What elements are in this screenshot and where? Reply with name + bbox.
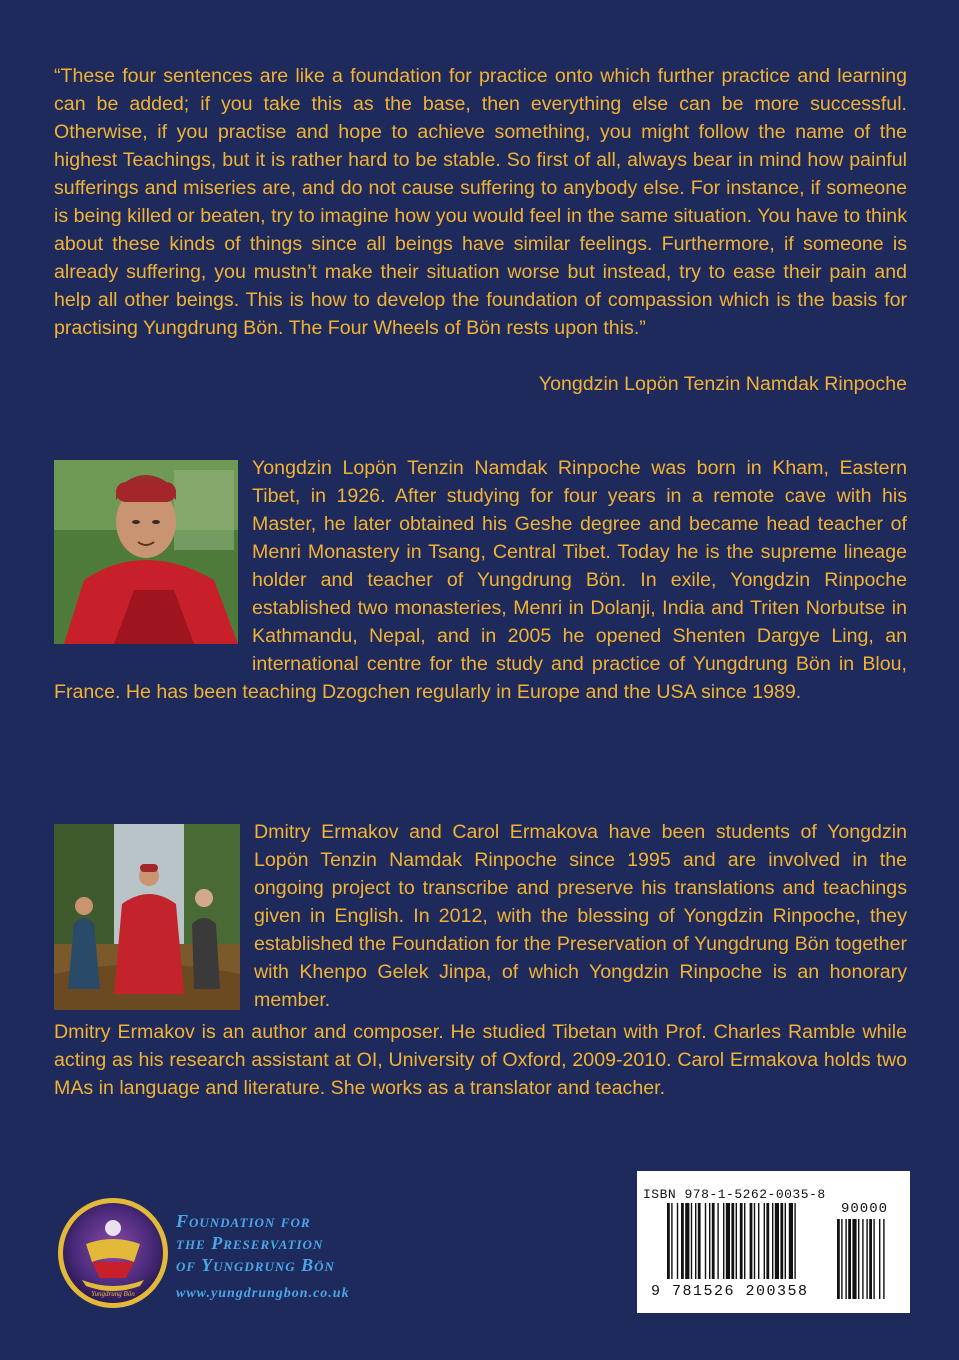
svg-text:Yungdrung Bön: Yungdrung Bön xyxy=(91,1290,135,1298)
authors-bio-extra: Dmitry Ermakov is an author and composer. He studied Tibetan with Prof. Charles Ramble while acting as his research assistant at OI, University of Oxford, 2009-2010. Carol Ermakova holds two MAs in language and literature. She works as a translator and teacher. xyxy=(54,1021,907,1099)
foundation-name-line2: the Preservation xyxy=(176,1233,324,1253)
isbn-number: ISBN 978-1-5262-0035-8 xyxy=(643,1187,826,1202)
foundation-emblem-icon xyxy=(56,1196,170,1310)
quote-attribution: Yongdzin Lopön Tenzin Namdak Rinpoche xyxy=(538,373,907,395)
foundation-logo xyxy=(56,1196,436,1314)
foundation-name-line1: Foundation for xyxy=(176,1211,311,1231)
quote-text: “These four sentences are like a foundation for practice onto which further practice and learning can be added; if you take this as the base, then everything else can be more successful. Otherwise, if you practise and hope to achieve something, you might follow the name of the highest Teachings, but it is rather hard to be stable. So first of all, always bear in mind how painful sufferings and miseries are, and do not cause suffering to anybody else. For instance, if someone is being killed or beaten, try to imagine how you would feel in the same situation. You have to think about these kinds of things since all beings have similar feelings. Furthermore, if someone is already suffering, you mustn’t make their situation worse but instead, try to ease their pain and help all other beings. This is how to develop the foundation of compassion which is the basis for practising Yungdrung Bön. The Four Wheels of Bön rests upon this.” xyxy=(54,65,907,339)
authors-bio-text: Dmitry Ermakov and Carol Ermakova have been students of Yongdzin Lopön Tenzin Namdak Rinpoche since 1995 and are involved in the ongoing project to transcribe and preserve his translations and teachings given in English. In 2012, with the blessing of Yongdzin Rinpoche, they established the Foundation for the Preservation of Yungdrung Bön together with Khenpo Gelek Jinpa, of which Yongdzin Rinpoche is an honorary member. xyxy=(254,821,907,1011)
foundation-name xyxy=(176,1210,335,1276)
authors-photo xyxy=(54,824,240,1010)
rinpoche-bio-text: Yongdzin Lopön Tenzin Namdak Rinpoche was born in Kham, Eastern Tibet, in 1926. After studying for four years in a remote cave with his Master, he later obtained his Geshe degree and became head teacher of Menri Monastery in Tsang, Central Tibet. Today he is the supreme lineage holder and teacher of Yungdrung Bön. In exile, Yongdzin Rinpoche established two monasteries, Menri in Dolanji, India and Triten Norbutse in Kathmandu, Nepal, and in 2005 he opened Shenten Dargye Ling, an international centre for the study and practice of Yungdrung Bön in Blou, France. He has been teaching Dzogchen regularly in Europe and the USA since 1989. xyxy=(54,457,907,703)
isbn-barcode xyxy=(637,1171,910,1313)
isbn-digits: 9 781526 200358 xyxy=(651,1283,809,1300)
authors-bio xyxy=(54,818,907,1102)
rinpoche-portrait xyxy=(54,460,238,644)
foundation-name-line3: of Yungdrung Bön xyxy=(176,1255,335,1275)
foundation-url: www.yungdrungbon.co.uk xyxy=(176,1286,350,1301)
rinpoche-bio xyxy=(54,454,907,706)
isbn-addon: 90000 xyxy=(841,1201,889,1217)
